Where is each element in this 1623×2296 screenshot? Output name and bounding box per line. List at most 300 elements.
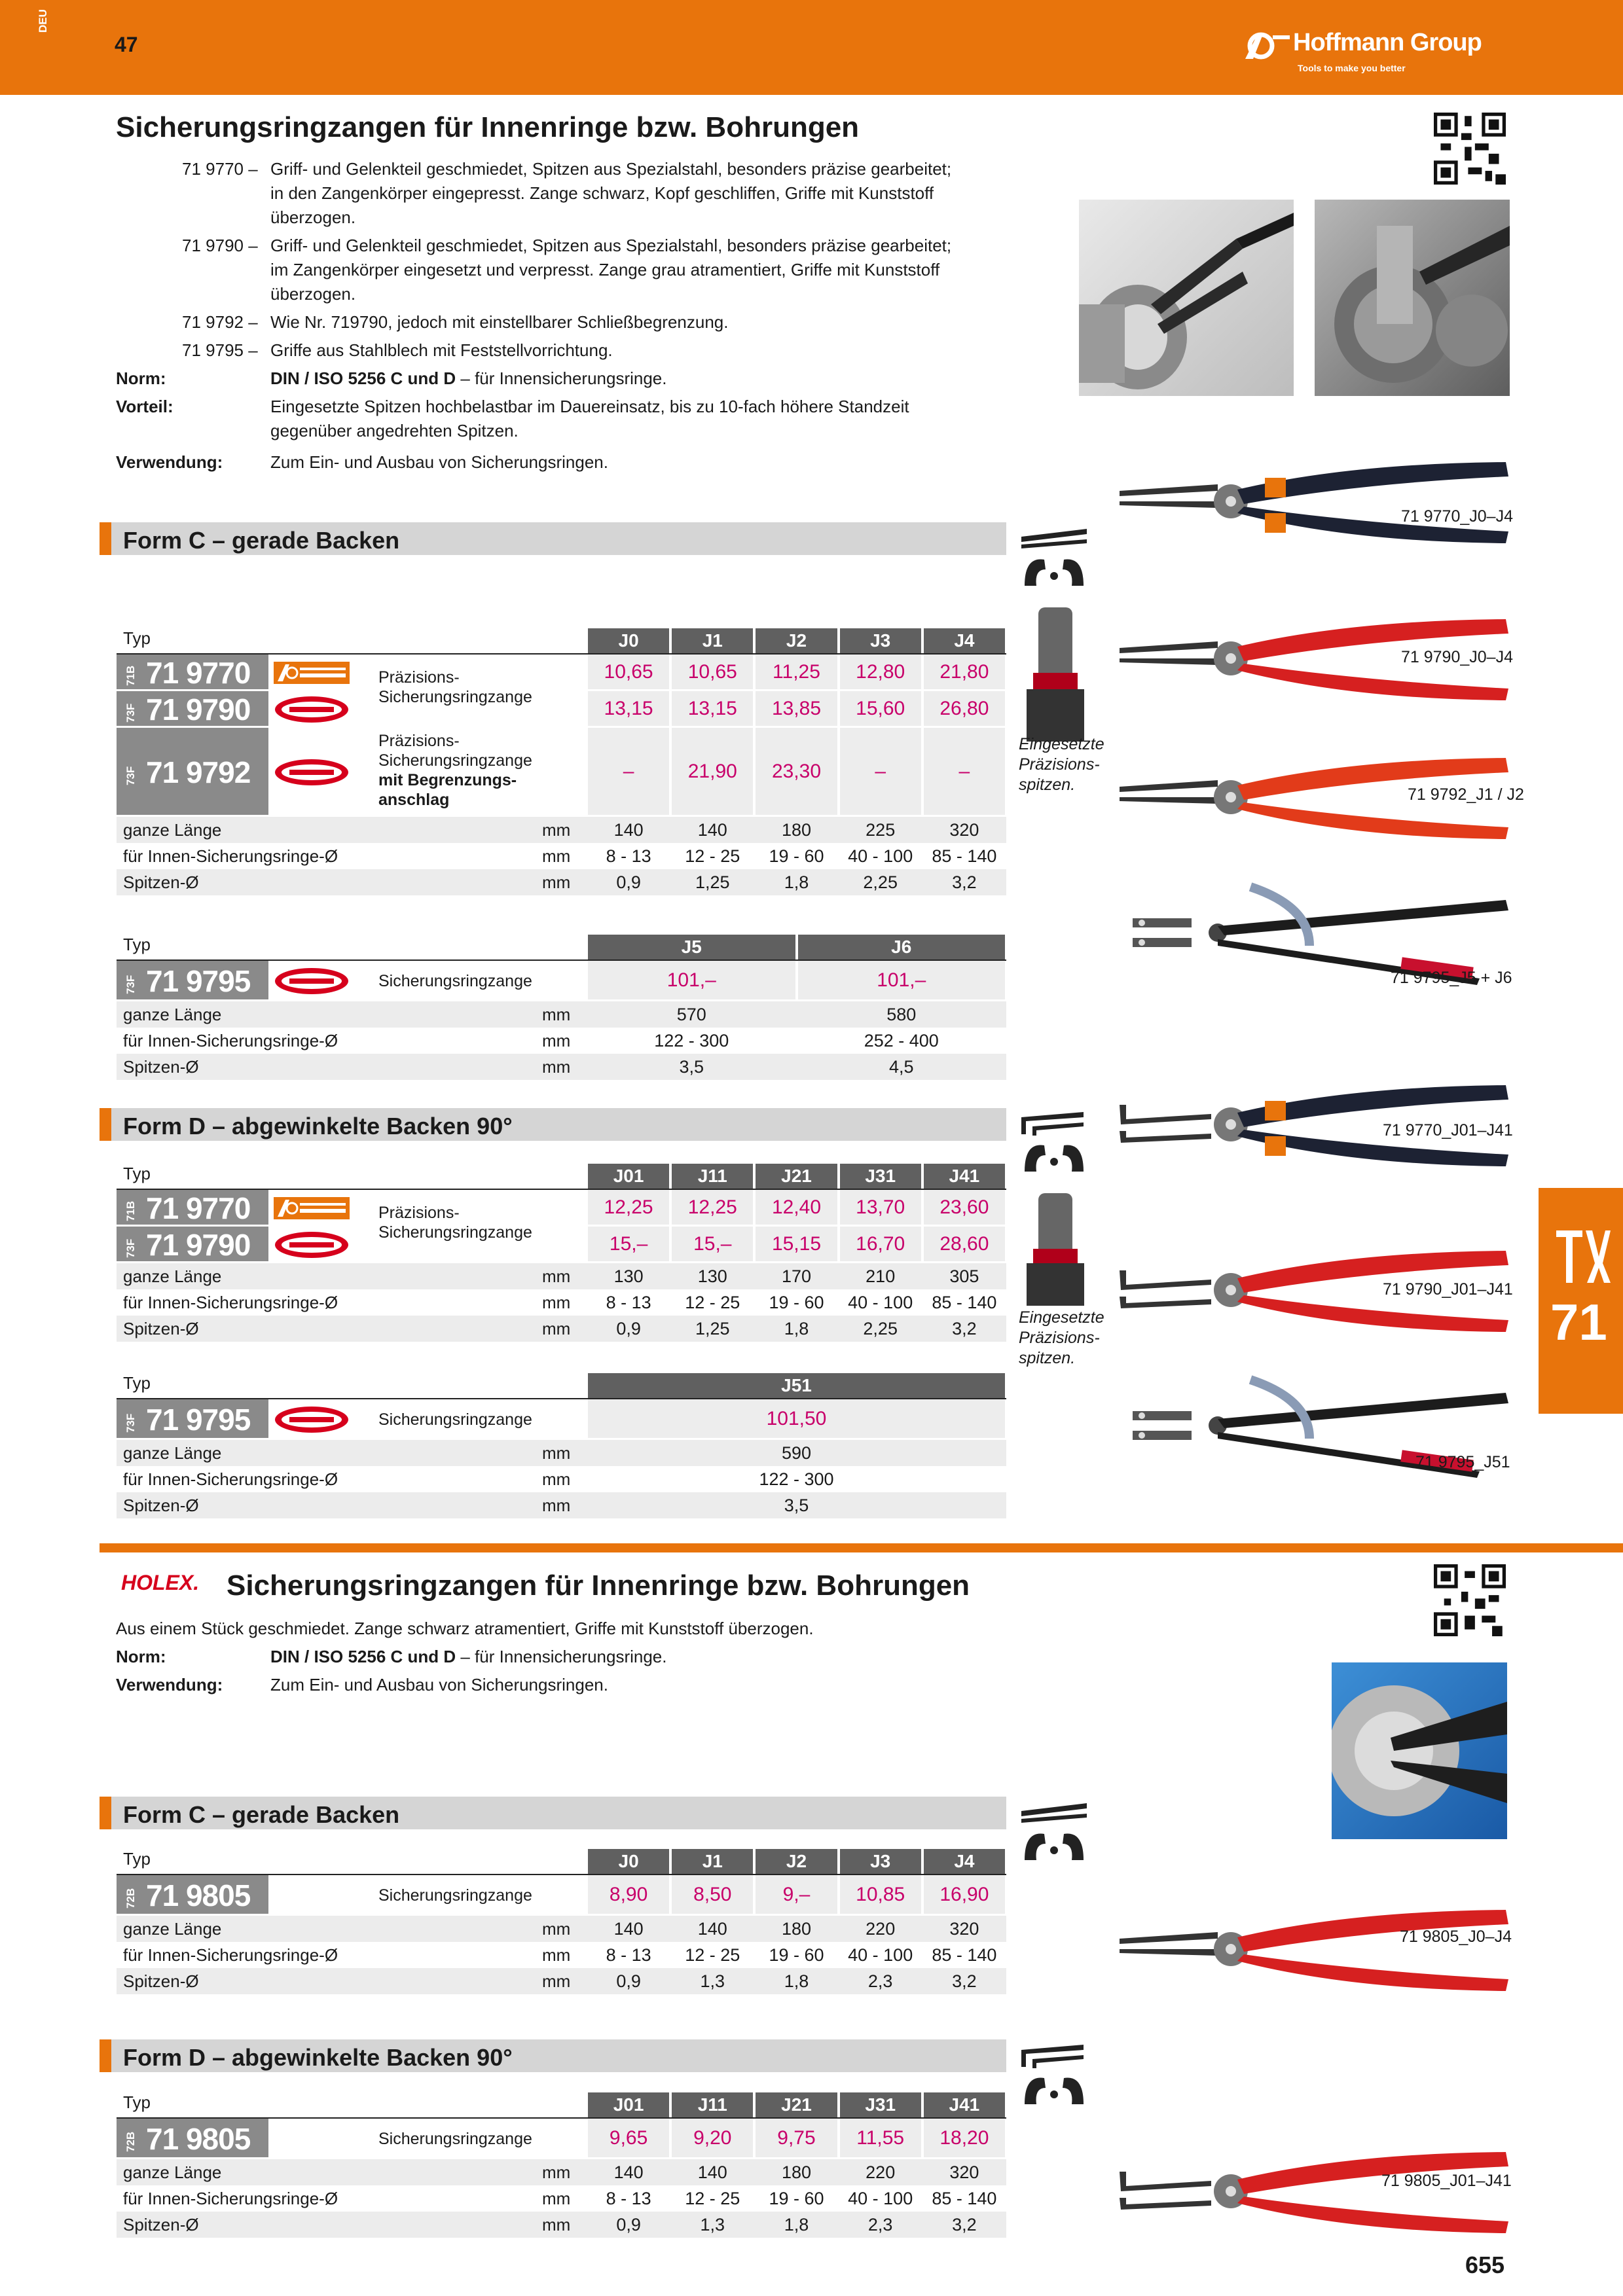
property-row xyxy=(117,1263,1006,1289)
size-header-cell: J0 xyxy=(588,1849,669,1874)
property-unit: mm xyxy=(542,1005,571,1024)
product-description: Sicherungsringzange xyxy=(378,688,532,706)
property-row xyxy=(117,1001,1006,1028)
product-prefix: 71B xyxy=(124,665,137,686)
product-description: Sicherungsringzange xyxy=(378,751,532,770)
property-value: 3,5 xyxy=(679,1057,704,1077)
section2-verwendung-text: Zum Ein- und Ausbau von Sicherungsringen. xyxy=(270,1675,608,1695)
property-value: 8 - 13 xyxy=(606,846,651,866)
item-description-line: überzogen. xyxy=(270,207,356,227)
section-bar-form-c xyxy=(100,522,1006,555)
property-value: 122 - 300 xyxy=(654,1031,729,1050)
product-description: Präzisions- xyxy=(378,732,460,750)
price-cell: 12,80 xyxy=(840,655,921,689)
price-cell: 13,70 xyxy=(840,1190,921,1225)
property-label: ganze Länge xyxy=(123,820,222,840)
chapter-number: 71 xyxy=(1550,1293,1607,1351)
norm-text xyxy=(270,367,666,391)
property-value: 1,3 xyxy=(700,1971,725,1991)
property-row xyxy=(117,1440,1006,1466)
property-value: 220 xyxy=(866,2162,896,2182)
photo-pliers-in-bore xyxy=(1079,200,1294,396)
note-line-1: Eingesetzte xyxy=(1019,735,1104,753)
typ-label: Typ xyxy=(123,2092,151,2112)
size-header-cell: J4 xyxy=(924,1849,1005,1874)
property-value: 3,2 xyxy=(952,872,977,892)
price-cell: 15,– xyxy=(672,1227,753,1261)
property-value: 140 xyxy=(697,820,727,840)
property-unit: mm xyxy=(542,2162,571,2182)
property-label: für Innen-Sicherungsringe-Ø xyxy=(123,1031,338,1050)
price-cell: 26,80 xyxy=(924,691,1005,726)
price-cell: 9,20 xyxy=(672,2119,753,2157)
product-code: 71 9805 xyxy=(146,1878,251,1912)
product-prefix: 73F xyxy=(124,766,137,785)
product-description: anschlag xyxy=(378,791,450,809)
section2-intro: Aus einem Stück geschmiedet. Zange schwarz atramentiert, Griffe mit Kunststoff überzogen. xyxy=(116,1619,814,1638)
garant-logo-icon xyxy=(272,658,351,688)
item-description-line: Wie Nr. 719790, jedoch mit einstellbarer Schließbegrenzung. xyxy=(270,312,729,332)
property-row xyxy=(117,843,1006,869)
property-value: 140 xyxy=(697,2162,727,2182)
pliers-caption: 71 9792_J1 / J2 xyxy=(1408,785,1524,804)
product-prefix: 71B xyxy=(124,1200,137,1221)
price-cell: 23,60 xyxy=(924,1190,1005,1225)
property-label: ganze Länge xyxy=(123,1005,222,1024)
property-value: 320 xyxy=(949,820,979,840)
property-value: 1,25 xyxy=(695,872,730,892)
note-line-1: Eingesetzte xyxy=(1019,1308,1104,1327)
property-value: 140 xyxy=(613,2162,644,2182)
property-unit: mm xyxy=(542,1319,571,1338)
verwendung-label: Verwendung: xyxy=(116,452,223,472)
property-unit: mm xyxy=(542,872,571,892)
property-value: 8 - 13 xyxy=(606,2189,651,2208)
straight-jaw-icon xyxy=(1018,524,1090,596)
inserted-tips-note xyxy=(1019,734,1104,795)
property-value: 40 - 100 xyxy=(848,1945,913,1965)
property-row xyxy=(117,2159,1006,2185)
property-value: 140 xyxy=(613,820,644,840)
property-value: 12 - 25 xyxy=(685,1293,740,1312)
property-label: Spitzen-Ø xyxy=(123,1496,199,1515)
note-line-2: Präzisions- xyxy=(1019,1329,1100,1347)
price-cell: 13,85 xyxy=(756,691,837,726)
product-description: Sicherungsringzange xyxy=(378,2130,532,2148)
property-label: ganze Länge xyxy=(123,1443,222,1463)
size-header-cell: J11 xyxy=(672,1164,753,1189)
price-cell: 9,– xyxy=(756,1875,837,1914)
knipex-logo-icon xyxy=(272,966,351,996)
norm-bold: DIN / ISO 5256 C und D xyxy=(270,368,456,388)
note-line-2: Präzisions- xyxy=(1019,755,1100,774)
product-code: 71 9792 xyxy=(146,755,251,789)
price-cell: 12,25 xyxy=(588,1190,669,1225)
size-header-cell: J2 xyxy=(756,628,837,653)
norm-rest: – für Innensicherungsringe. xyxy=(456,368,667,388)
property-value: 12 - 25 xyxy=(685,1945,740,1965)
knipex-logo-icon xyxy=(272,1405,351,1435)
price-cell: 12,25 xyxy=(672,1190,753,1225)
property-unit: mm xyxy=(542,1266,571,1286)
price-cell: 101,– xyxy=(798,961,1006,999)
property-row xyxy=(117,2185,1006,2212)
property-value: 3,2 xyxy=(952,1971,977,1991)
size-header-cell: J0 xyxy=(588,628,669,653)
pliers-caption: 71 9770_J01–J41 xyxy=(1383,1121,1513,1139)
property-row xyxy=(117,1028,1006,1054)
item-number: 71 9795 – xyxy=(182,340,258,360)
price-cell: 9,75 xyxy=(756,2119,837,2157)
item-description-line: im Zangenkörper eingesetzt und verpresst. Zange grau atramentiert, Griffe mit Kunststoff xyxy=(270,260,940,279)
product-prefix: 73F xyxy=(124,975,137,994)
item-description-line: Griffe aus Stahlblech mit Feststellvorrichtung. xyxy=(270,340,613,360)
property-value: 40 - 100 xyxy=(848,1293,913,1312)
property-label: für Innen-Sicherungsringe-Ø xyxy=(123,846,338,866)
property-value: 320 xyxy=(949,2162,979,2182)
property-value: 1,3 xyxy=(700,2215,725,2234)
property-value: 170 xyxy=(781,1266,812,1286)
price-cell: 10,65 xyxy=(588,655,669,689)
note-line-3: spitzen. xyxy=(1019,1349,1076,1367)
item-description-line: überzogen. xyxy=(270,284,356,304)
typ-label: Typ xyxy=(123,1849,151,1869)
section-bar-marker xyxy=(100,522,111,555)
brand-slogan: Tools to make you better xyxy=(1298,63,1406,73)
typ-label: Typ xyxy=(123,628,151,648)
price-cell: – xyxy=(588,728,669,815)
photo-inserted-tip xyxy=(1020,601,1091,745)
property-value: 225 xyxy=(866,820,896,840)
property-value: 122 - 300 xyxy=(759,1469,834,1489)
property-label: ganze Länge xyxy=(123,1919,222,1939)
angled-jaw-icon-2 xyxy=(1018,2042,1090,2114)
price-cell: 18,20 xyxy=(924,2119,1005,2157)
property-unit: mm xyxy=(542,1919,571,1939)
property-value: 140 xyxy=(697,1919,727,1939)
vorteil-line-1: Eingesetzte Spitzen hochbelastbar im Dauereinsatz, bis zu 10-fach höhere Standzeit xyxy=(270,397,909,416)
size-header-cell: J1 xyxy=(672,1849,753,1874)
property-value: 3,5 xyxy=(784,1496,809,1515)
property-value: 580 xyxy=(886,1005,917,1024)
property-value: 12 - 25 xyxy=(685,846,740,866)
property-label: Spitzen-Ø xyxy=(123,872,199,892)
product-code: 71 9790 xyxy=(146,1228,251,1262)
section-bar-form-d xyxy=(100,1108,1006,1141)
property-value: 2,25 xyxy=(863,872,898,892)
section-bar-label: Form C – gerade Backen xyxy=(123,1801,400,1828)
pliers-caption: 71 9805_J0–J4 xyxy=(1400,1928,1512,1946)
product-prefix: 73F xyxy=(124,1238,137,1258)
size-header-cell: J5 xyxy=(588,935,795,960)
section2-norm-text xyxy=(270,1645,666,1669)
product-description: Sicherungsringzange xyxy=(378,1886,532,1905)
pliers-caption: 71 9795_J5 + J6 xyxy=(1391,969,1512,987)
size-header-cell: J31 xyxy=(840,2092,921,2117)
language-code: DEU xyxy=(37,9,49,33)
note-line-3: spitzen. xyxy=(1019,776,1076,794)
price-cell: 9,65 xyxy=(588,2119,669,2157)
property-row xyxy=(117,1316,1006,1342)
property-row xyxy=(117,869,1006,895)
property-value: 130 xyxy=(613,1266,644,1286)
item-number: 71 9770 – xyxy=(182,159,258,179)
brand-logo xyxy=(1244,27,1571,80)
property-value: 320 xyxy=(949,1919,979,1939)
pliers-chapter-icon xyxy=(1553,1227,1612,1286)
property-label: Spitzen-Ø xyxy=(123,1971,199,1991)
price-cell: 15,15 xyxy=(756,1227,837,1261)
product-prefix: 72B xyxy=(124,1888,137,1909)
price-cell: 8,90 xyxy=(588,1875,669,1914)
section-bar-marker xyxy=(100,1797,111,1829)
section2-norm-rest: – für Innensicherungsringe. xyxy=(456,1647,667,1666)
price-cell: 15,– xyxy=(588,1227,669,1261)
product-code: 71 9795 xyxy=(146,964,251,998)
property-unit: mm xyxy=(542,1945,571,1965)
price-cell: 16,70 xyxy=(840,1227,921,1261)
typ-label: Typ xyxy=(123,935,151,954)
property-value: 2,25 xyxy=(863,1319,898,1338)
property-value: 8 - 13 xyxy=(606,1945,651,1965)
product-description: Präzisions- xyxy=(378,668,460,687)
property-value: 305 xyxy=(949,1266,979,1286)
typ-label: Typ xyxy=(123,1373,151,1393)
size-header-cell: J21 xyxy=(756,2092,837,2117)
property-value: 0,9 xyxy=(616,872,641,892)
product-description: Sicherungsringzange xyxy=(378,1410,532,1429)
property-row xyxy=(117,1466,1006,1492)
property-value: 85 - 140 xyxy=(932,846,997,866)
price-cell: 15,60 xyxy=(840,691,921,726)
property-unit: mm xyxy=(542,1443,571,1463)
price-cell: – xyxy=(840,728,921,815)
price-cell: 16,90 xyxy=(924,1875,1005,1914)
size-header-cell: J11 xyxy=(672,2092,753,2117)
section1-title: Sicherungsringzangen für Innenringe bzw. Bohrungen xyxy=(116,111,860,143)
property-row xyxy=(117,1492,1006,1518)
size-header-cell: J01 xyxy=(588,2092,669,2117)
angled-jaw-icon xyxy=(1018,1109,1090,1181)
property-value: 85 - 140 xyxy=(932,1945,997,1965)
property-value: 2,3 xyxy=(867,2215,893,2234)
page-number-top: 47 xyxy=(115,33,138,56)
photo-inserted-tip-2 xyxy=(1020,1190,1091,1308)
section-bar-form-c-2 xyxy=(100,1797,1006,1829)
property-value: 1,8 xyxy=(784,1319,809,1338)
property-label: ganze Länge xyxy=(123,1266,222,1286)
property-value: 210 xyxy=(866,1266,896,1286)
property-value: 0,9 xyxy=(616,1971,641,1991)
straight-jaw-icon-2 xyxy=(1018,1798,1090,1870)
qr-code-icon[interactable] xyxy=(1434,113,1506,185)
property-value: 3,2 xyxy=(952,1319,977,1338)
property-row xyxy=(117,2212,1006,2238)
price-cell: 11,25 xyxy=(756,655,837,689)
product-prefix: 73F xyxy=(124,1413,137,1433)
property-value: 1,8 xyxy=(784,2215,809,2234)
price-cell: 23,30 xyxy=(756,728,837,815)
property-row xyxy=(117,817,1006,843)
price-cell: 13,15 xyxy=(588,691,669,726)
price-cell: 13,15 xyxy=(672,691,753,726)
property-value: 40 - 100 xyxy=(848,846,913,866)
size-header-cell: J3 xyxy=(840,628,921,653)
garant-logo-icon xyxy=(272,1193,351,1223)
property-unit: mm xyxy=(542,1971,571,1991)
property-value: 0,9 xyxy=(616,2215,641,2234)
vorteil-label: Vorteil: xyxy=(116,397,173,416)
property-unit: mm xyxy=(542,1469,571,1489)
section2-norm-label: Norm: xyxy=(116,1647,166,1666)
header-bar xyxy=(0,0,1623,95)
item-description-line: Griff- und Gelenkteil geschmiedet, Spitzen aus Spezialstahl, besonders präzise gearbeitet; xyxy=(270,159,952,179)
property-label: Spitzen-Ø xyxy=(123,1319,199,1338)
pliers-caption: 71 9795_J51 xyxy=(1415,1453,1510,1471)
property-label: Spitzen-Ø xyxy=(123,2215,199,2234)
section-divider xyxy=(100,1543,1623,1552)
size-header-cell: J6 xyxy=(798,935,1006,960)
property-unit: mm xyxy=(542,1057,571,1077)
size-header-cell: J21 xyxy=(756,1164,837,1189)
holex-logo: HOLEX. xyxy=(121,1571,200,1594)
item-description-line: in den Zangenkörper eingepresst. Zange schwarz, Kopf geschliffen, Griffe mit Kunststoff xyxy=(270,183,934,203)
section-bar-label: Form D – abgewinkelte Backen 90° xyxy=(123,2044,513,2071)
section-bar-form-d-2 xyxy=(100,2039,1006,2072)
size-header-cell: J1 xyxy=(672,628,753,653)
knipex-logo-icon xyxy=(272,757,351,787)
inserted-tips-note-2 xyxy=(1019,1308,1104,1369)
size-header-cell: J4 xyxy=(924,628,1005,653)
property-label: für Innen-Sicherungsringe-Ø xyxy=(123,1293,338,1312)
price-cell: 101,– xyxy=(588,961,795,999)
property-value: 85 - 140 xyxy=(932,1293,997,1312)
property-value: 180 xyxy=(781,2162,812,2182)
size-header-cell: J3 xyxy=(840,1849,921,1874)
size-header-cell: J2 xyxy=(756,1849,837,1874)
size-header-cell: J01 xyxy=(588,1164,669,1189)
price-cell: 21,90 xyxy=(672,728,753,815)
price-cell: 10,65 xyxy=(672,655,753,689)
vorteil-line-2: gegenüber angedrehten Spitzen. xyxy=(270,421,519,440)
property-unit: mm xyxy=(542,1293,571,1312)
property-value: 252 - 400 xyxy=(864,1031,939,1050)
product-code: 71 9790 xyxy=(146,692,251,726)
property-unit: mm xyxy=(542,2215,571,2234)
hoffmann-logo-icon xyxy=(1244,30,1291,62)
property-value: 19 - 60 xyxy=(769,1293,824,1312)
property-label: für Innen-Sicherungsringe-Ø xyxy=(123,2189,338,2208)
product-description: mit Begrenzungs- xyxy=(378,771,517,789)
property-value: 40 - 100 xyxy=(848,2189,913,2208)
property-value: 130 xyxy=(697,1266,727,1286)
property-row xyxy=(117,1968,1006,1994)
pliers-caption: 71 9790_J01–J41 xyxy=(1383,1280,1513,1299)
pliers-caption: 71 9790_J0–J4 xyxy=(1401,648,1513,666)
property-value: 1,8 xyxy=(784,1971,809,1991)
property-unit: mm xyxy=(542,820,571,840)
property-value: 85 - 140 xyxy=(932,2189,997,2208)
knipex-logo-icon xyxy=(272,1230,351,1260)
norm-label: Norm: xyxy=(116,368,166,388)
property-value: 4,5 xyxy=(888,1057,914,1077)
property-value: 12 - 25 xyxy=(685,2189,740,2208)
item-description-line: Griff- und Gelenkteil geschmiedet, Spitzen aus Spezialstahl, besonders präzise gearbeitet; xyxy=(270,236,952,255)
property-value: 19 - 60 xyxy=(769,1945,824,1965)
property-value: 590 xyxy=(781,1443,812,1463)
knipex-logo-icon xyxy=(272,694,351,725)
property-label: für Innen-Sicherungsringe-Ø xyxy=(123,1469,338,1489)
property-value: 140 xyxy=(613,1919,644,1939)
section2-verwendung-label: Verwendung: xyxy=(116,1675,223,1695)
pliers-caption: 71 9805_J01–J41 xyxy=(1381,2172,1512,2190)
product-code: 71 9795 xyxy=(146,1403,251,1437)
property-value: 1,8 xyxy=(784,872,809,892)
section-bar-marker xyxy=(100,1108,111,1141)
property-row xyxy=(117,1289,1006,1316)
pliers-image xyxy=(1113,2140,1519,2245)
price-cell: 12,40 xyxy=(756,1190,837,1225)
price-cell: 11,55 xyxy=(840,2119,921,2157)
section-bar-label: Form D – abgewinkelte Backen 90° xyxy=(123,1113,513,1139)
product-code: 71 9770 xyxy=(146,1191,251,1225)
product-code: 71 9770 xyxy=(146,656,251,690)
property-unit: mm xyxy=(542,1496,571,1515)
section-bar-label: Form C – gerade Backen xyxy=(123,527,400,554)
brand-name: Hoffmann Group xyxy=(1293,29,1482,56)
property-value: 8 - 13 xyxy=(606,1293,651,1312)
size-header-cell: J51 xyxy=(588,1373,1005,1398)
property-label: ganze Länge xyxy=(123,2162,222,2182)
property-value: 180 xyxy=(781,820,812,840)
photo-gearbox-application xyxy=(1315,200,1510,396)
property-unit: mm xyxy=(542,2189,571,2208)
product-description: Sicherungsringzange xyxy=(378,972,532,990)
property-label: Spitzen-Ø xyxy=(123,1057,199,1077)
property-value: 2,3 xyxy=(867,1971,893,1991)
price-cell: 28,60 xyxy=(924,1227,1005,1261)
property-value: 0,9 xyxy=(616,1319,641,1338)
property-value: 180 xyxy=(781,1919,812,1939)
price-cell: 10,85 xyxy=(840,1875,921,1914)
price-cell: 21,80 xyxy=(924,655,1005,689)
pliers-image xyxy=(1113,450,1519,555)
size-header-cell: J41 xyxy=(924,1164,1005,1189)
item-number: 71 9792 – xyxy=(182,312,258,332)
price-cell: – xyxy=(924,728,1005,815)
property-value: 19 - 60 xyxy=(769,846,824,866)
size-header-cell: J41 xyxy=(924,2092,1005,2117)
property-value: 3,2 xyxy=(952,2215,977,2234)
property-row xyxy=(117,1054,1006,1080)
product-prefix: 73F xyxy=(124,703,137,723)
property-row xyxy=(117,1916,1006,1942)
product-description: Sicherungsringzange xyxy=(378,1223,532,1242)
qr-code-icon-2[interactable] xyxy=(1434,1564,1506,1636)
property-value: 220 xyxy=(866,1919,896,1939)
photo-holex-application xyxy=(1332,1662,1507,1839)
section2-norm-bold: DIN / ISO 5256 C und D xyxy=(270,1647,456,1666)
pliers-caption: 71 9770_J0–J4 xyxy=(1401,507,1513,526)
pliers-image xyxy=(1113,1898,1519,2003)
property-row xyxy=(117,1942,1006,1968)
verwendung-text: Zum Ein- und Ausbau von Sicherungsringen. xyxy=(270,452,608,472)
property-unit: mm xyxy=(542,846,571,866)
chapter-tab[interactable] xyxy=(1539,1188,1623,1414)
section-bar-marker xyxy=(100,2039,111,2072)
product-code: 71 9805 xyxy=(146,2122,251,2156)
price-cell: 101,50 xyxy=(588,1399,1005,1438)
